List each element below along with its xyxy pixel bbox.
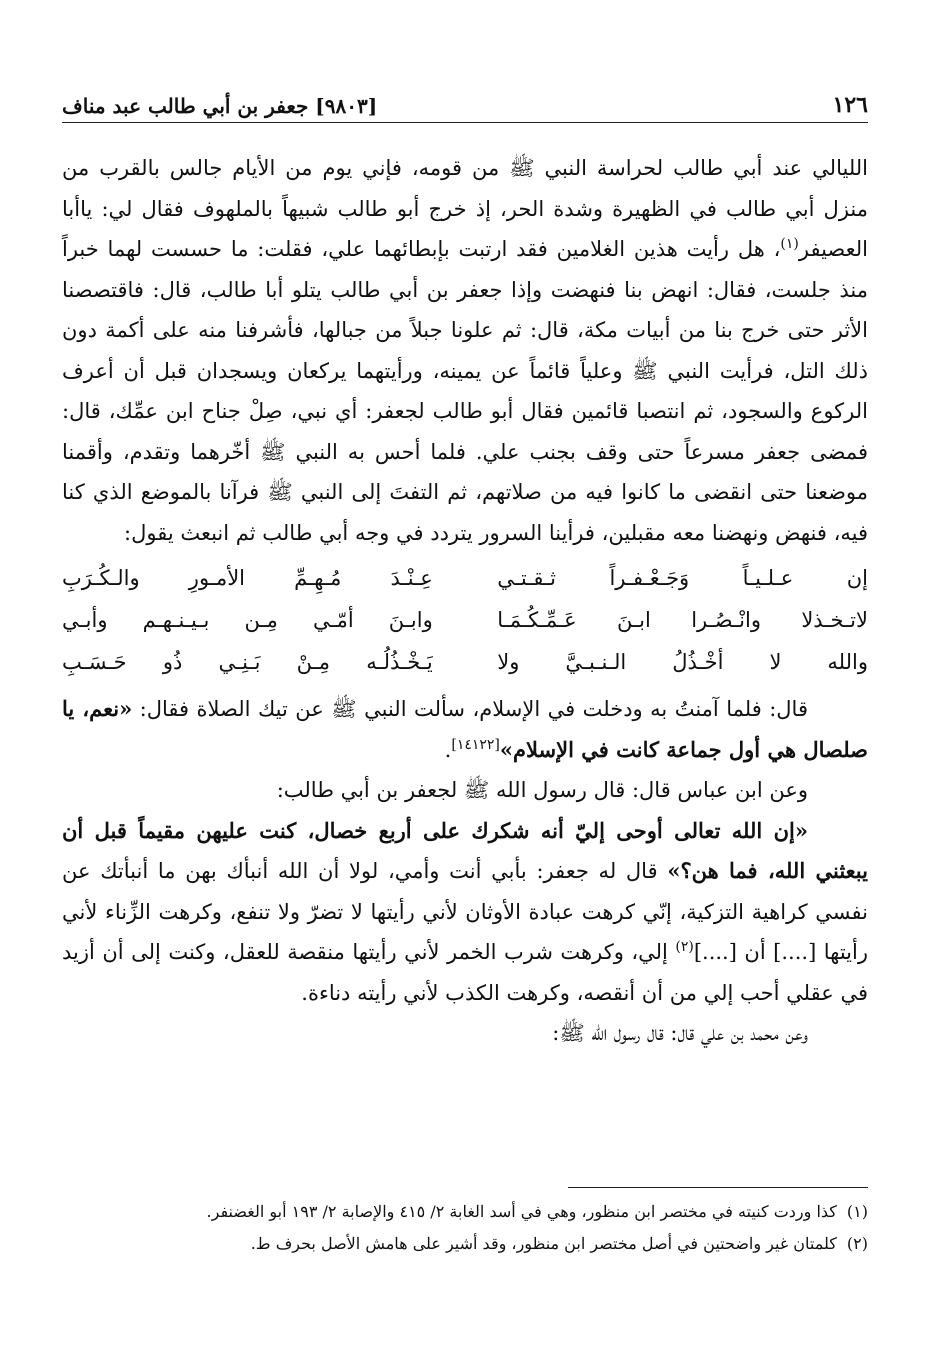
footnotes bbox=[62, 1196, 868, 1260]
footnote-ref-2: (٢) bbox=[675, 939, 694, 955]
poem bbox=[62, 557, 868, 683]
footnote-divider bbox=[568, 1187, 868, 1188]
paragraph-1-text: الليالي عند أبي طالب لحراسة النبي ﷺ من قومه، فإني يوم من الأيام جالس بالقرب من منزل أبي طالب في الظهيرة وشدة الحر، إذ خرج أبو طالب شبيهاً بالملهوف فقال لي: ياأبا العصيفر bbox=[62, 156, 868, 261]
poem-hemistich-second: وابـنَ أمّـي مِـن بـيـنـهـم وأبـي bbox=[62, 608, 433, 632]
paragraph-2 bbox=[62, 689, 868, 770]
footnote-1-text: كذا وردت كنيته في مختصر ابن منظور، وهي في أسد الغابة ٢/ ٤١٥ والإصابة ٢/ ١٩٣ أبو الغضنفر. bbox=[206, 1202, 837, 1221]
footnote-2-number: (٢) bbox=[846, 1234, 868, 1253]
page-header bbox=[62, 84, 868, 123]
paragraph-5: وعن محمد بن علي قال: قال رسول الله ﷺ: bbox=[552, 1021, 808, 1045]
footnote-ref-1: (١) bbox=[780, 236, 799, 252]
footnote-2 bbox=[62, 1228, 868, 1260]
poem-verse bbox=[62, 557, 868, 599]
poem-hemistich-first: والله لا أخْـذُلُ الـنـبـيَّ ولا bbox=[497, 650, 868, 674]
hadith-quote-1: «نعم، يا صلصال هي أول جماعة كانت في الإسلام» bbox=[62, 696, 868, 762]
paragraph-1 bbox=[62, 148, 868, 553]
poem-hemistich-first: إن عـلـيـاً وَجَـعْـفـراً ثـقـتـي bbox=[497, 566, 868, 590]
footnote-1 bbox=[62, 1196, 868, 1228]
paragraph-1-continued: ، هل رأيت هذين الغلامين فقد ارتبت بإبطائهما علي، فقلت: ما حسست لهما خبراً منذ جلست، فقال: انهض بنا فنهضت وإذا جعفر بن أبي طالب يتلو أبا طالب، قال: فاقتصصنا الأثر حتى خرج بنا من أبيات مكة، قال: ثم علونا جبلاً من جبالها، فأشرفنا منه على أكمة دون ذلك التل، فرأيت النبي ﷺ وعلياً قائماً عن يمينه، ورأيتهما يركعان ويسجدان قبل أن أعرف الركوع والسجود، ثم انتصبا قائمين فقال أبو طالب لجعفر: أي نبي، صِلْ جناح ابن عمِّك، قال: فمضى جعفر مسرعاً حتى وقف بجنب علي. فلما أحس به النبي ﷺ أخّرهما وتقدم، وأقمنا موضعنا حتى انقضى ما كانوا فيه من صلاتهم، ثم التفتَ إلى النبي ﷺ فرآنا بالموضع الذي كنا فيه، فنهض ونهضنا معه مقبلين، فرأينا السرور يتردد في وجه أبي طالب ثم انبعث يقول: bbox=[62, 237, 868, 545]
poem-verse bbox=[62, 641, 868, 683]
paragraph-3: وعن ابن عباس قال: قال رسول الله ﷺ لجعفر بن أبي طالب: bbox=[276, 778, 808, 802]
paragraph-4 bbox=[62, 811, 868, 1014]
poem-hemistich-second: يَـخْـذُلُـه مِـنْ بَـنِـي ذُو حَـسَـبِ bbox=[62, 650, 433, 674]
paragraph-2-end: . bbox=[444, 737, 452, 762]
poem-hemistich-first: لاتـخـذلا وانْـصُـرا ابـنَ عَـمِّـكُـمَـا bbox=[497, 608, 868, 632]
footnote-2-text: كلمتان غير واضحتين في أصل مختصر ابن منظور، وقد أشير على هامش الأصل بحرف ط. bbox=[250, 1234, 837, 1253]
footnote-1-number: (١) bbox=[846, 1202, 868, 1221]
paragraph-4-text: قال له جعفر: بأبي أنت وأمي، لولا أن الله أنبأك بهن ما أنبأتك عن نفسي كراهية التزكية، إنّي كرهت عبادة الأوثان لأني رأيتها لا تضرّ ولا تنفع، وكرهت الزِّناء لأني رأيتها [....] أن [....] bbox=[62, 859, 868, 964]
paragraph-4-continued: إلي، وكرهت شرب الخمر لأني رأيتها منقصة للعقل، وكنت إلى أن أزيد في عقلي أحب إلي من أن أنقصه، وكرهت الكذب لأني رأيته دناءة. bbox=[62, 940, 868, 1005]
paragraph-2-text: قال: فلما آمنتُ به ودخلت في الإسلام، سألت النبي ﷺ عن تيك الصلاة فقال: bbox=[139, 697, 808, 721]
main-text bbox=[62, 148, 868, 1054]
hadith-number: [١٤١٢٢] bbox=[451, 736, 500, 753]
poem-verse bbox=[62, 599, 868, 641]
running-title: [٩٨٠٣] جعفر بن أبي طالب عبد مناف bbox=[62, 94, 378, 118]
poem-hemistich-second: عِـنْـدَ مُـهِـمِّ الأمـورِ والـكُـرَبِ bbox=[62, 566, 433, 590]
page-number: ١٢٦ bbox=[832, 92, 868, 118]
hadith-quote-2: «إن الله تعالى أوحى إليّ أنه شكرك على أربع خصال، كنت عليهن مقيماً قبل أن يبعثني الله، فما هن؟» bbox=[62, 817, 868, 883]
